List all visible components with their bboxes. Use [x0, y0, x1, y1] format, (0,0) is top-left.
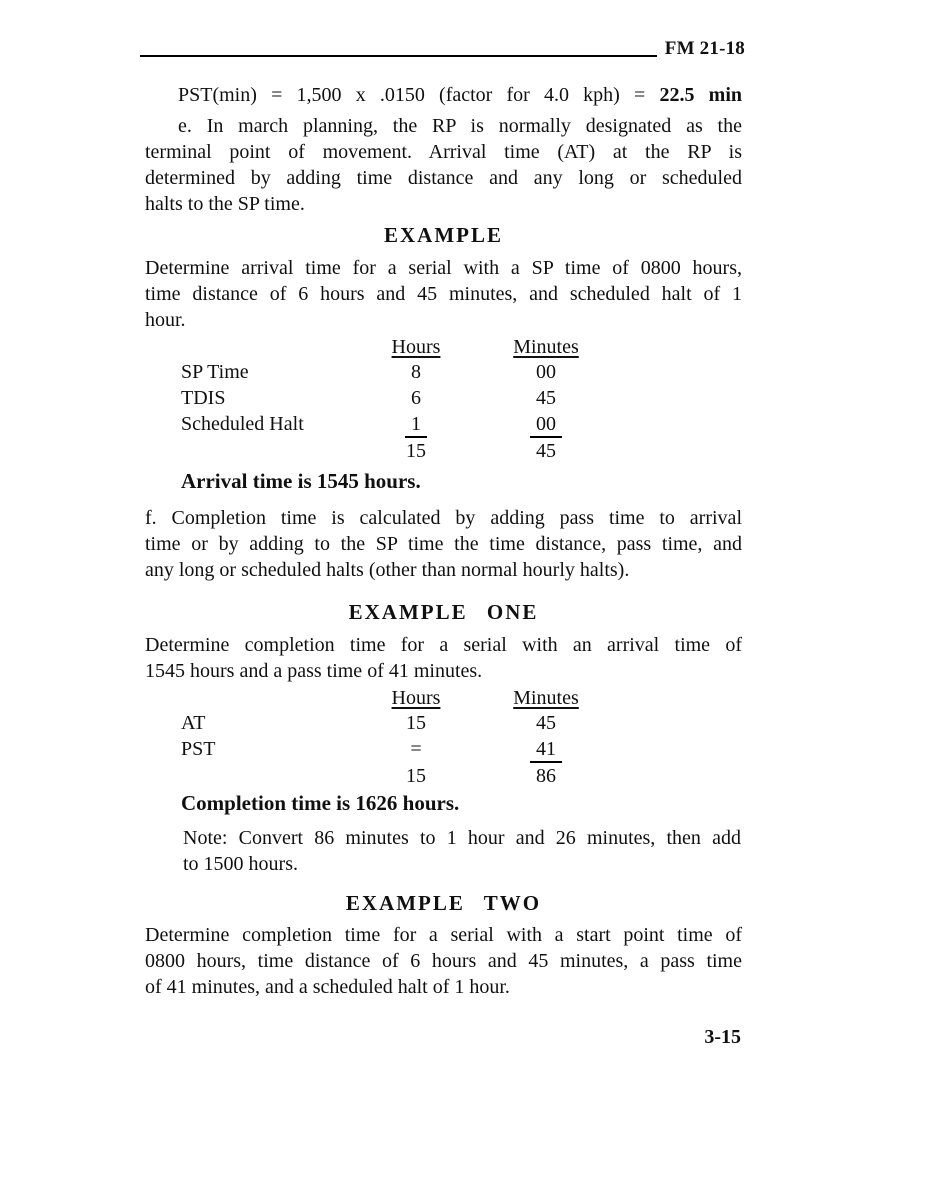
minutes-total: 86	[536, 765, 556, 787]
example-two-heading: EXAMPLE TWO	[345, 891, 542, 915]
completion-time-table	[145, 686, 742, 789]
table-header-row	[145, 686, 742, 710]
completion-result: Completion time is 1626 hours.	[181, 791, 460, 815]
hours-value: 8	[411, 361, 421, 383]
hours-column-header: Hours	[391, 336, 441, 358]
hours-value: 6	[411, 387, 421, 409]
text-line: halts to the SP time.	[145, 193, 305, 215]
hours-column-header: Hours	[391, 687, 441, 709]
paragraph-f	[145, 505, 742, 583]
hours-total: 15	[406, 765, 426, 787]
page-content	[145, 82, 742, 1000]
page-header	[140, 38, 745, 60]
table-row	[145, 385, 742, 411]
minutes-column-header: Minutes	[513, 687, 579, 709]
table-row	[145, 736, 742, 763]
text-line: hour.	[145, 309, 186, 331]
header-rule	[140, 55, 657, 57]
example-one-heading: EXAMPLE ONE	[348, 600, 539, 624]
formula-result: 22.5 min	[659, 84, 742, 106]
text-line: Determine completion time for a serial with a start point time of	[145, 924, 742, 946]
text-line: of 41 minutes, and a scheduled halt of 1 hour.	[145, 976, 510, 998]
text-line: 1545 hours and a pass time of 41 minutes.	[145, 660, 483, 682]
text-line: 0800 hours, time distance of 6 hours and 45 minutes, a pass time	[145, 950, 742, 972]
text-line: Determine completion time for a serial with an arrival time of	[145, 634, 742, 656]
doc-code: FM 21-18	[664, 38, 745, 59]
example-heading: EXAMPLE	[384, 223, 503, 247]
page-number: 3-15	[704, 1026, 741, 1048]
formula-line	[145, 82, 742, 108]
table-total-row	[145, 438, 742, 464]
table-row	[145, 710, 742, 736]
table-total-row	[145, 763, 742, 789]
table-header-row	[145, 335, 742, 359]
row-label: PST	[181, 738, 216, 760]
table-row	[145, 411, 742, 438]
example-one-intro	[145, 632, 742, 684]
minutes-value: 45	[536, 387, 556, 409]
minutes-value: 45	[536, 712, 556, 734]
text-line: Determine arrival time for a serial with a SP time of 0800 hours,	[145, 257, 742, 279]
row-label	[181, 438, 351, 464]
table-header-spacer	[181, 335, 351, 359]
hours-value: 15	[406, 712, 426, 734]
row-label: Scheduled Halt	[181, 413, 304, 435]
arrival-time-table	[145, 335, 742, 464]
text-line: f. Completion time is calculated by adding pass time to arrival	[145, 507, 742, 529]
text-line: determined by adding time distance and any long or scheduled	[145, 167, 742, 189]
hours-value: 1	[351, 411, 481, 438]
text-line: Note: Convert 86 minutes to 1 hour and 26 minutes, then add	[183, 827, 741, 849]
text-line: to 1500 hours.	[183, 853, 298, 875]
table-row	[145, 359, 742, 385]
minutes-value: 00	[536, 361, 556, 383]
minutes-total: 45	[536, 440, 556, 462]
paragraph-e	[145, 113, 742, 217]
row-label: AT	[181, 712, 206, 734]
text-line: time distance of 6 hours and 45 minutes, and scheduled halt of 1	[145, 283, 742, 305]
row-label	[181, 763, 351, 789]
text-line: time or by adding to the SP time the time distance, pass time, and	[145, 533, 742, 555]
hours-total: 15	[406, 440, 426, 462]
text-line: terminal point of movement. Arrival time (AT) at the RP is	[145, 141, 742, 163]
row-label: SP Time	[181, 361, 249, 383]
minutes-column-header: Minutes	[513, 336, 579, 358]
text-line: any long or scheduled halts (other than normal hourly halts).	[145, 559, 630, 581]
note-block	[183, 825, 741, 877]
row-label: TDIS	[181, 387, 226, 409]
minutes-value: 41	[481, 736, 611, 763]
table-header-spacer	[181, 686, 351, 710]
arrival-result: Arrival time is 1545 hours.	[181, 469, 421, 493]
minutes-value: 00	[481, 411, 611, 438]
example-intro	[145, 255, 742, 333]
hours-value: =	[410, 738, 422, 760]
example-two-intro	[145, 922, 742, 1000]
text-line: e. In march planning, the RP is normally designated as the	[178, 115, 742, 137]
formula-text: PST(min) = 1,500 x .0150 (factor for 4.0 kph) =	[178, 84, 660, 106]
